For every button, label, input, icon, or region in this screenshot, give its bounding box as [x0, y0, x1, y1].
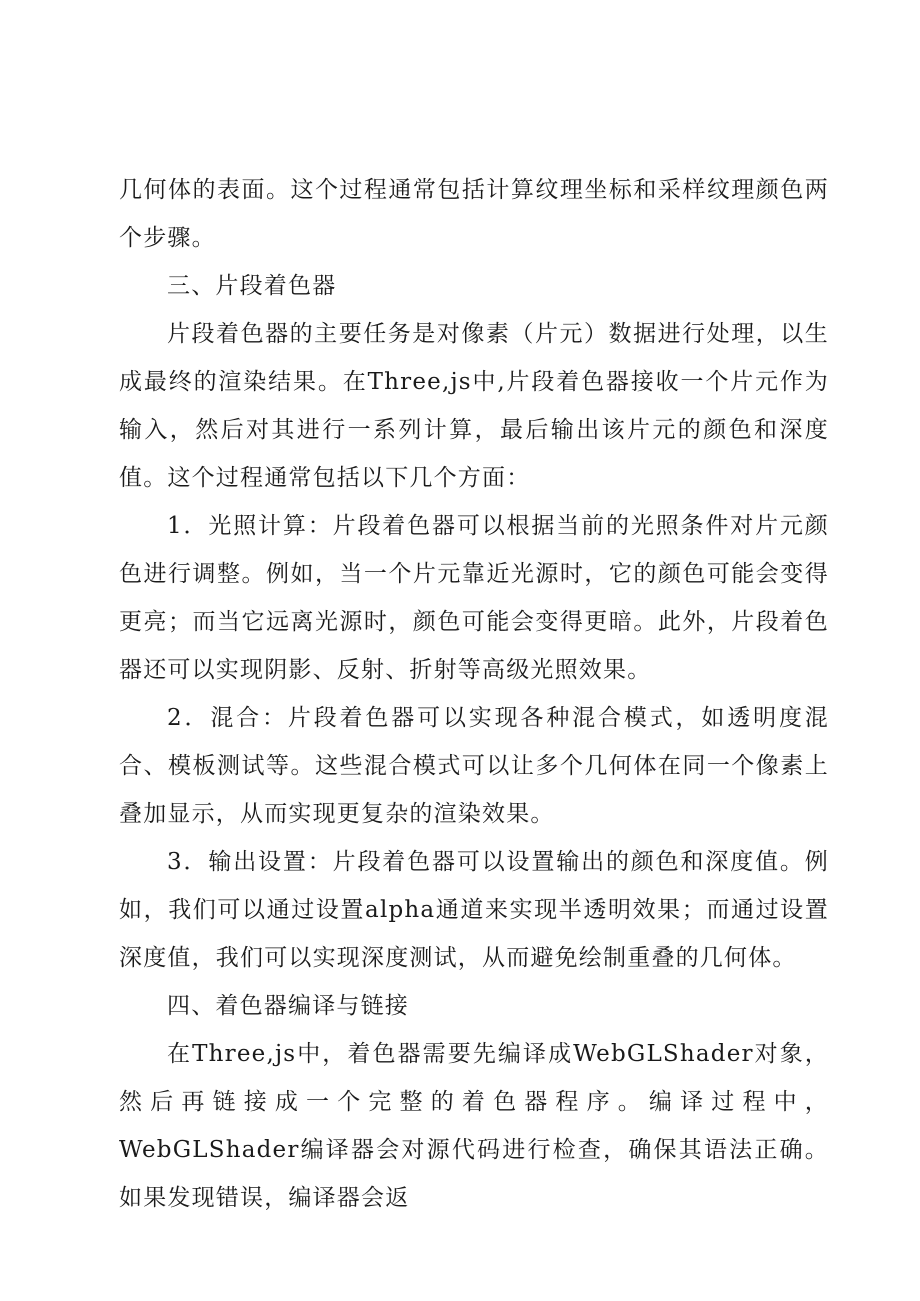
section-heading-fragment-shader: 三、片段着色器: [167, 273, 337, 299]
section-heading-compile-link: 四、着色器编译与链接: [167, 993, 409, 1019]
paragraph-fragment-shader-intro: 片段着色器的主要任务是对像素（片元）数据进行处理，以生成最终的渲染结果。在Three,js中,片段着色器接收一个片元作为输入，然后对其进行一系列计算，最后输出该片元的颜色和深度值。这个过程通常包括以下几个方面：: [119, 321, 829, 491]
paragraph-continuation: 几何体的表面。这个过程通常包括计算纹理坐标和采样纹理颜色两个步骤。: [119, 177, 829, 251]
document-body: [119, 166, 829, 1222]
paragraph-output-settings: 3．输出设置：片段着色器可以设置输出的颜色和深度值。例如，我们可以通过设置alpha通道来实现半透明效果；而通过设置深度值，我们可以实现深度测试，从而避免绘制重叠的几何体。: [119, 849, 829, 971]
paragraph-compile-link: 在Three,js中，着色器需要先编译成WebGLShader对象，然后再链接成一个完整的着色器程序。编译过程中，WebGLShader编译器会对源代码进行检查，确保其语法正确。如果发现错误，编译器会返: [119, 1041, 829, 1211]
paragraph-blending: 2．混合：片段着色器可以实现各种混合模式，如透明度混合、模板测试等。这些混合模式可以让多个几何体在同一个像素上叠加显示，从而实现更复杂的渲染效果。: [119, 705, 829, 827]
paragraph-lighting: 1．光照计算：片段着色器可以根据当前的光照条件对片元颜色进行调整。例如，当一个片元靠近光源时，它的颜色可能会变得更亮；而当它远离光源时，颜色可能会变得更暗。此外，片段着色器还可以实现阴影、反射、折射等高级光照效果。: [119, 513, 829, 683]
